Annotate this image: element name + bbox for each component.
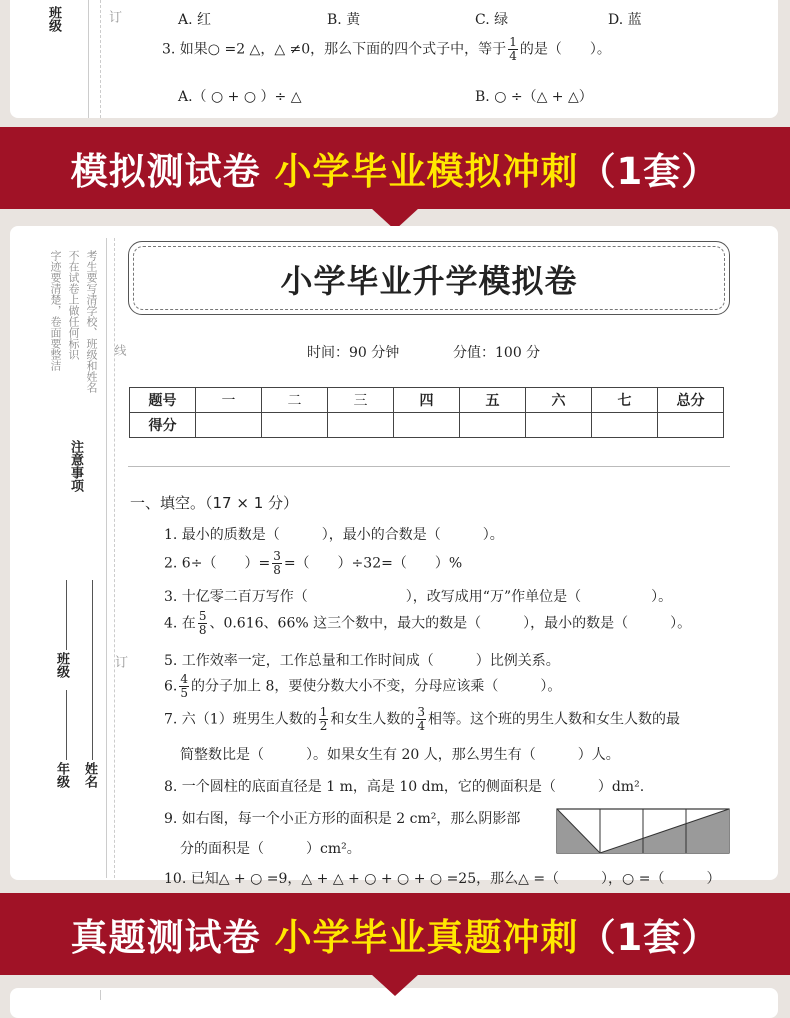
exam-time: 时间：90 分钟 bbox=[307, 345, 400, 361]
question-text: 3. 如果○ =2 △，△ ≠0，那么下面的四个式子中，等于 bbox=[162, 41, 507, 58]
question-9: 9. 如右图，每一个小正方形的面积是 2 cm²，那么阴影部 bbox=[164, 811, 521, 827]
margin-divider bbox=[106, 238, 107, 878]
shaded-grid-figure bbox=[556, 808, 730, 854]
divider bbox=[128, 466, 730, 467]
question-6 bbox=[164, 673, 561, 700]
margin-grade-label: 年级 bbox=[54, 762, 69, 788]
notice-title: 注意事项 bbox=[68, 440, 83, 492]
table-header: 一 bbox=[196, 388, 262, 413]
option-c: C. 绿 bbox=[475, 12, 509, 28]
fraction-numerator: 3 bbox=[417, 705, 425, 719]
banner-suffix: （1套） bbox=[578, 916, 720, 959]
score-cell bbox=[460, 413, 526, 438]
question-4 bbox=[164, 610, 691, 637]
score-table bbox=[129, 387, 724, 438]
fraction-denominator: 2 bbox=[319, 719, 328, 733]
banner-pointer bbox=[371, 974, 419, 996]
banner-prefix: 模拟测试卷 bbox=[70, 150, 275, 193]
fraction-numerator: 3 bbox=[273, 549, 281, 563]
exam-score: 分值：100 分 bbox=[453, 345, 541, 361]
question-1: 1. 最小的质数是（ ），最小的合数是（ ）。 bbox=[164, 527, 504, 543]
table-header: 三 bbox=[328, 388, 394, 413]
table-header: 四 bbox=[394, 388, 460, 413]
banner-highlight: 小学毕业真题冲刺 bbox=[274, 916, 579, 959]
margin-divider bbox=[100, 990, 101, 1000]
score-cell bbox=[592, 413, 658, 438]
question-text: 的是（ ）。 bbox=[519, 41, 611, 58]
margin-divider bbox=[88, 0, 89, 118]
score-table-row bbox=[130, 413, 724, 438]
table-row-label: 得分 bbox=[130, 413, 196, 438]
margin-name-label: 姓名 bbox=[82, 762, 97, 788]
section-banner-real bbox=[0, 893, 790, 975]
fraction bbox=[272, 550, 282, 577]
score-table-header-row bbox=[130, 388, 724, 413]
banner-highlight: 小学毕业模拟冲刺 bbox=[274, 150, 579, 193]
question-7 bbox=[164, 706, 680, 733]
banner-title bbox=[0, 141, 790, 195]
score-cell bbox=[328, 413, 394, 438]
question-3-top bbox=[162, 36, 611, 63]
table-header: 六 bbox=[526, 388, 592, 413]
fraction-numerator: 4 bbox=[180, 672, 188, 686]
question-text: 4. 在 bbox=[164, 615, 196, 632]
score-cell bbox=[658, 413, 724, 438]
question-3-option-b: B. ○ ÷（△ + △） bbox=[475, 89, 593, 105]
exam-title: 小学毕业升学模拟卷 bbox=[280, 262, 578, 300]
question-5: 5. 工作效率一定，工作总量和工作时间成（ ）比例关系。 bbox=[164, 653, 560, 669]
margin-dashed-line bbox=[100, 0, 101, 118]
table-header: 五 bbox=[460, 388, 526, 413]
exam-title-box bbox=[128, 241, 730, 315]
name-write-line bbox=[92, 580, 93, 760]
table-header: 七 bbox=[592, 388, 658, 413]
section-banner-mock bbox=[0, 127, 790, 209]
fraction-denominator: 4 bbox=[417, 719, 425, 733]
notice-line: 考生要写清学校、班级和姓名 bbox=[85, 250, 98, 393]
question-3-option-a: A.（ ○ + ○ ）÷ △ bbox=[178, 89, 302, 105]
fraction bbox=[198, 610, 208, 637]
question-3: 3. 十亿零二百万写作（ ），改写成用“万”作单位是（ ）。 bbox=[164, 589, 673, 605]
table-header: 总分 bbox=[658, 388, 724, 413]
fraction-numerator: 5 bbox=[198, 609, 207, 623]
notice-line: 字迹要清楚，卷面要整洁 bbox=[49, 250, 62, 371]
question-10-partial: 10. 已知△ + ○ =9，△ + △ + ○ + ○ + ○ =25，那么△ =（ ），○ =（ ） bbox=[164, 871, 721, 887]
question-text: =（ ）÷32=（ ）% bbox=[283, 555, 463, 572]
question-text: 6. bbox=[164, 678, 178, 695]
fraction-denominator: 5 bbox=[180, 686, 188, 700]
question-7-line-2: 简整数比是（ ）。如果女生有 20 人，那么男生有（ ）人。 bbox=[180, 747, 620, 763]
margin-bind-char: 订 bbox=[112, 655, 127, 668]
fraction-numerator: 1 bbox=[509, 35, 517, 49]
score-cell bbox=[262, 413, 328, 438]
question-text: 7. 六（1）班男生人数的 bbox=[164, 711, 317, 728]
option-a: A. 红 bbox=[178, 12, 212, 28]
fraction-denominator: 8 bbox=[273, 563, 281, 577]
notice-lines bbox=[46, 250, 100, 440]
fraction bbox=[508, 36, 518, 63]
question-text: 和女生人数的 bbox=[330, 711, 415, 728]
margin-class-label: 班级 bbox=[54, 652, 69, 678]
notice-line: 不在试卷上做任何标识 bbox=[67, 250, 80, 360]
score-cell bbox=[196, 413, 262, 438]
question-9-line-2: 分的面积是（ ）cm²。 bbox=[180, 841, 361, 857]
table-header: 二 bbox=[262, 388, 328, 413]
question-text: 的分子加上 8，要使分数大小不变，分母应该乘（ ）。 bbox=[191, 678, 562, 695]
option-b: B. 黄 bbox=[327, 12, 361, 28]
score-cell bbox=[526, 413, 592, 438]
fraction-denominator: 8 bbox=[198, 623, 207, 637]
fraction bbox=[319, 706, 329, 733]
margin-bind-char: 订 bbox=[106, 10, 121, 23]
section-1-title: 一、填空。（17 × 1 分） bbox=[130, 494, 299, 512]
question-text: 、0.616、66% 这三个数中，最大的数是（ ），最小的数是（ ）。 bbox=[209, 615, 692, 632]
table-header: 题号 bbox=[130, 388, 196, 413]
question-2 bbox=[164, 550, 462, 577]
grade-write-line bbox=[66, 690, 67, 760]
fraction-denominator: 4 bbox=[509, 49, 517, 63]
banner-prefix: 真题测试卷 bbox=[70, 916, 275, 959]
score-cell bbox=[394, 413, 460, 438]
fraction bbox=[416, 706, 426, 733]
option-d: D. 蓝 bbox=[608, 12, 642, 28]
question-text: 2. 6÷（ ）= bbox=[164, 555, 271, 572]
question-8: 8. 一个圆柱的底面直径是 1 m，高是 10 dm，它的侧面积是（ ）dm². bbox=[164, 779, 645, 795]
class-write-line bbox=[66, 580, 67, 650]
margin-dashed-line bbox=[114, 238, 115, 878]
margin-line-char: 线 bbox=[113, 344, 127, 356]
banner-title bbox=[0, 907, 790, 961]
margin-class-label: 班级 bbox=[46, 6, 61, 32]
banner-suffix: （1套） bbox=[578, 150, 720, 193]
question-text: 相等。这个班的男生人数和女生人数的最 bbox=[428, 711, 680, 728]
fraction-numerator: 1 bbox=[319, 705, 328, 719]
fraction bbox=[179, 673, 189, 700]
